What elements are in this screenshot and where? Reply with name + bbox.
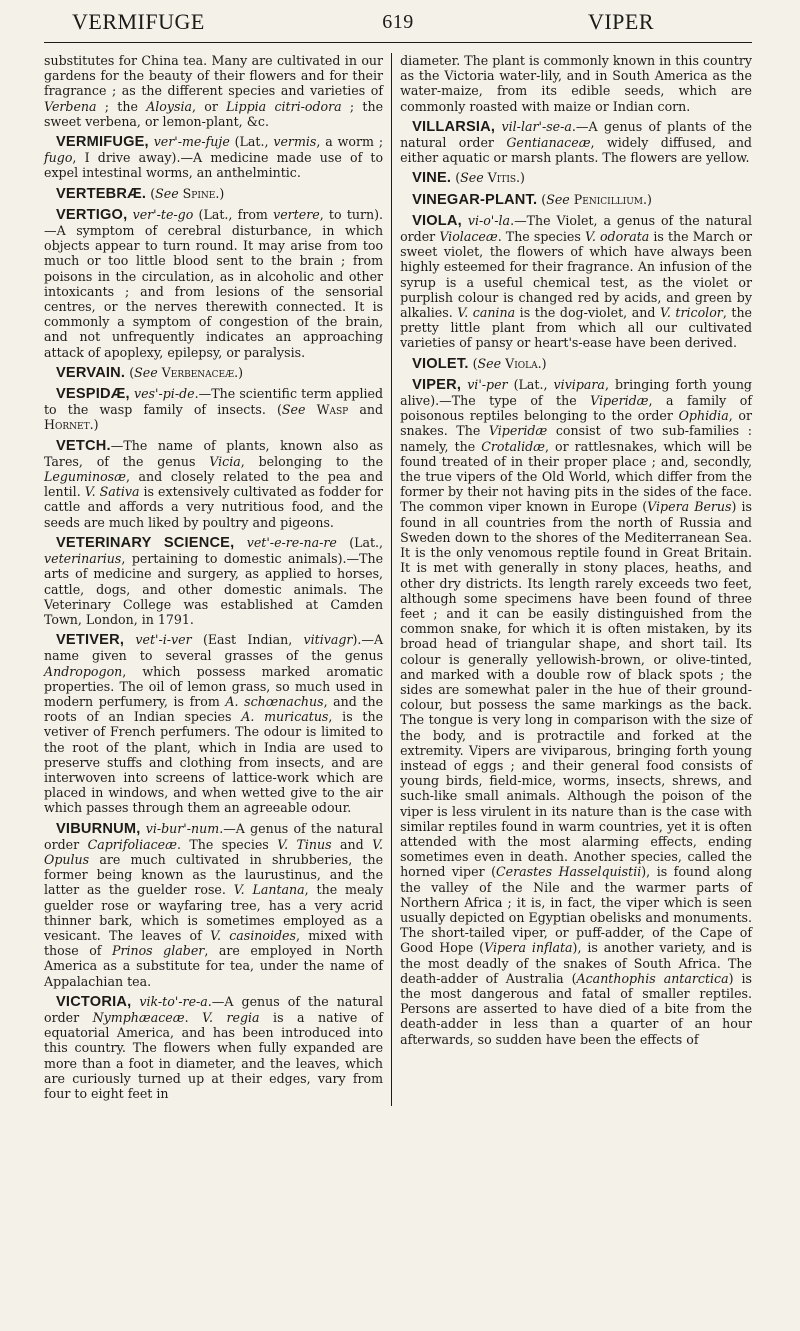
entry-body: ves'-pi-de.—The scientific term applied to the wasp family of insects. (See Wasp and Hornet.) — [44, 386, 384, 433]
dictionary-entry — [44, 207, 383, 360]
entry-body: —The name of plants, known also as Tares, of the genus Vicia, belonging to the Leguminosæ, and closely related to the pea and lentil. V. Sativa is extensively cultivated as fodder for cattle and affords a very nutritious food, and the seeds are much liked by poultry and pigeons. — [44, 437, 384, 530]
dictionary-entry — [400, 213, 752, 351]
entry-headword: VERVAIN. — [56, 364, 126, 381]
entry-body: vil-lar'-se-a.—A genus of plants of the natural order Gentianaceæ, widely diffused, and either aquatic or marsh plants. The flowers are yellow. — [400, 118, 752, 166]
entry-body: vet'-i-ver (East Indian, vitivagr).—A name given to several grasses of the genus Andropogon, which possess marked aromatic properties. The oil of lemon grass, so much used in modern perfumery, is from A. schœnachus, and the roots of an Indian species A. muricatus, is the vetiver of French perfumers. The odour is limited to the root of the plant, which in India are used to preserve stuffs and clothing from insects, and are interwoven into screens of lattice-work which are placed in windows, and when wetted give to the air which passes through them an agreeable odour. — [44, 632, 384, 816]
entry-body: vi'-per (Lat., vivipara, bringing forth young alive).—The type of the Viperidæ, a family of poisonous reptiles belonging to the order Ophidia, or snakes. The Viperidæ consist of two sub-families : namely, the Crotalidæ, or rattlesnakes, which will be found treated of in their proper place ; and, secondly, the true vipers of the Old World, which differ from the former by their not having pits in the sides of the face. The common viper known in Europe (Vipera Berus) is found in all countries from the north of Russia and Sweden down to the shores of the Mediterranean Sea. It is the only venomous reptile found in Great Britain. It is met with generally in stony places, heaths, and other dry districts. Its length rarely exceeds two feet, although some specimens have been found of three feet ; and it can be easily distinguished from the common snake, for which it is often mistaken, by its broad head of triangular shape, and short tail. Its colour is generally yellowish-brown, or olive-tinted, and marked with a double row of black spots ; the sides are somewhat paler in the hue of their ground-colour, but possess the same markings as the back. The tongue is very long in comparison with the size of the body, and is protractile and forked at the extremity. Vipers are viviparous, bringing forth young instead of eggs ; and their general food consists of young birds, field-mice, worms, insects, shrews, and such-like small animals. Although the poison of the viper is less virulent in its nature than is the case with similar reptiles found in warm countries, yet it is often attended with the most alarming effects, ending sometimes even in death. Another species, called the horned viper (Cerastes Hasselquistii), is found along the valley of the Nile and the warmer parts of Northern Africa ; it is, in fact, the viper which is seen usually depicted on Egyptian obelisks and monuments. The short-tailed viper, or puff-adder, of the Cape of Good Hope (Vipera inflata), is another variety, and is the most deadly of the snakes of South Africa. The death-adder of Australia (Acanthophis antarctica) is the most dangerous and fatal of smaller reptiles. Persons are asserted to have died of a bite from the death-adder in less than a quarter of an hour afterwards, so sudden have been the effects of — [400, 376, 753, 1047]
page-number: 619 — [382, 11, 414, 33]
entry-body: vet'-e-re-na-re (Lat., veterinarius, pertaining to domestic animals).—The arts of medicine and surgery, as applied to horses, cattle, dogs, and other domestic animals. The Veterinary College was established at Camden Town, London, in 1791. — [44, 534, 384, 627]
left-column — [44, 53, 391, 1106]
dictionary-entry — [44, 821, 383, 989]
dictionary-entry — [400, 192, 752, 208]
entry-body: (See Verbenaceæ.) — [125, 364, 244, 380]
entry-body: (See Spine.) — [146, 185, 225, 201]
entry-body: vi-o'-la.—The Violet, a genus of the natural order Violaceæ. The species V. odorata is the March or sweet violet, the flowers of which have always been highly esteemed for their fragrance. An infusion of the syrup is a useful chemical test, as the violet or purplish colour is changed red by acids, and green by alkalies. V. canina is the dog-violet, and V. tricolor, the pretty little plant from which all our cultivated varieties of pansy or heart's-ease have been derived. — [400, 212, 753, 351]
entry-headword: VERTEBRÆ. — [56, 185, 147, 202]
entry-headword: VETERINARY SCIENCE, — [56, 534, 235, 551]
dictionary-entry — [400, 377, 752, 1047]
right-column — [391, 53, 752, 1106]
entry-body: vi-bur'-num.—A genus of the natural order Caprifoliaceæ. The species V. Tinus and V. Opulus are much cultivated in shrubberies, the former being known as the laurustinus, and the latter as the guelder rose. V. Lantana, the mealy guelder rose or wayfaring tree, has a very acrid thinner bark, which is sometimes employed as a vesicant. The leaves of V. casinoides, mixed with those of Prinos glaber, are employed in North America as a substitute for tea, under the name of Appalachian tea. — [44, 820, 384, 989]
running-header — [44, 6, 752, 43]
dictionary-entry — [44, 438, 383, 530]
continued-paragraph: substitutes for China tea. Many are cultivated in our gardens for the beauty of their flowers and for their fragrance ; as the different species and varieties of Verbena ; the Aloysia, or Lippia citri-odora ; the sweet verbena, or lemon-plant, &c. — [44, 53, 384, 129]
dictionary-entry — [44, 134, 383, 181]
text-columns — [44, 53, 752, 1106]
entry-headword: VICTORIA, — [56, 993, 132, 1010]
dictionary-entry — [44, 386, 383, 433]
dictionary-entry — [44, 994, 383, 1101]
entry-headword: VIPER, — [412, 376, 462, 393]
entry-body: ver'-te-go (Lat., from vertere, to turn).—A symptom of cerebral disturbance, in which objects appear to turn round. It may arise from too much or too little blood sent to the brain ; from poisons in the circulation, as in alcoholic and other intoxicants ; and from lesions of the sensorial centres, or the nerves therewith connected. It is commonly a symptom of congestion of the brain, and not unfrequently indicates an approaching attack of apoplexy, epilepsy, or paralysis. — [44, 206, 384, 360]
entry-headword: VETIVER, — [56, 632, 125, 649]
entry-body: ver'-me-fuje (Lat., vermis, a worm ; fugo, I drive away).—A medicine made use of to expel intestinal worms, an anthelmintic. — [44, 134, 384, 181]
entry-headword: VESPIDÆ, — [56, 386, 130, 403]
header-left-guideword: VERMIFUGE — [72, 9, 205, 34]
continued-paragraph: diameter. The plant is commonly known in this country as the Victoria water-lily, and in South America as the water-maize, from its edible seeds, which are commonly roasted with maize or Indian corn. — [400, 53, 752, 114]
entry-headword: VERMIFUGE, — [56, 134, 149, 151]
entry-headword: VILLARSIA, — [412, 118, 496, 135]
entry-body: (See Viola.) — [468, 355, 547, 371]
dictionary-entry — [400, 119, 752, 166]
dictionary-entry — [400, 356, 752, 372]
entry-headword: VINE. — [412, 170, 452, 187]
dictionary-entry — [44, 535, 383, 627]
entry-headword: VIOLA, — [412, 212, 462, 229]
entry-body: (See Vitis.) — [451, 170, 525, 186]
dictionary-entry — [44, 632, 383, 815]
entry-body: vik-to'-re-a.—A genus of the natural order Nymphæaceæ. V. regia is a native of equatorial America, and has been introduced into this country. The flowers when fully expanded are more than a foot in diameter, and the leaves, which are curiously turned up at their edges, vary from four to eight feet in — [44, 993, 384, 1101]
entry-body: (See Penicillium.) — [537, 191, 652, 207]
dictionary-entry — [44, 365, 383, 381]
entry-headword: VINEGAR-PLANT. — [412, 191, 538, 208]
header-right-guideword: VIPER — [587, 9, 654, 34]
entry-headword: VIBURNUM, — [56, 820, 141, 837]
dictionary-entry — [400, 170, 752, 186]
entry-headword: VERTIGO, — [56, 206, 128, 223]
entry-headword: VIOLET. — [412, 355, 469, 372]
entry-headword: VETCH. — [56, 437, 111, 454]
dictionary-entry — [44, 186, 383, 202]
